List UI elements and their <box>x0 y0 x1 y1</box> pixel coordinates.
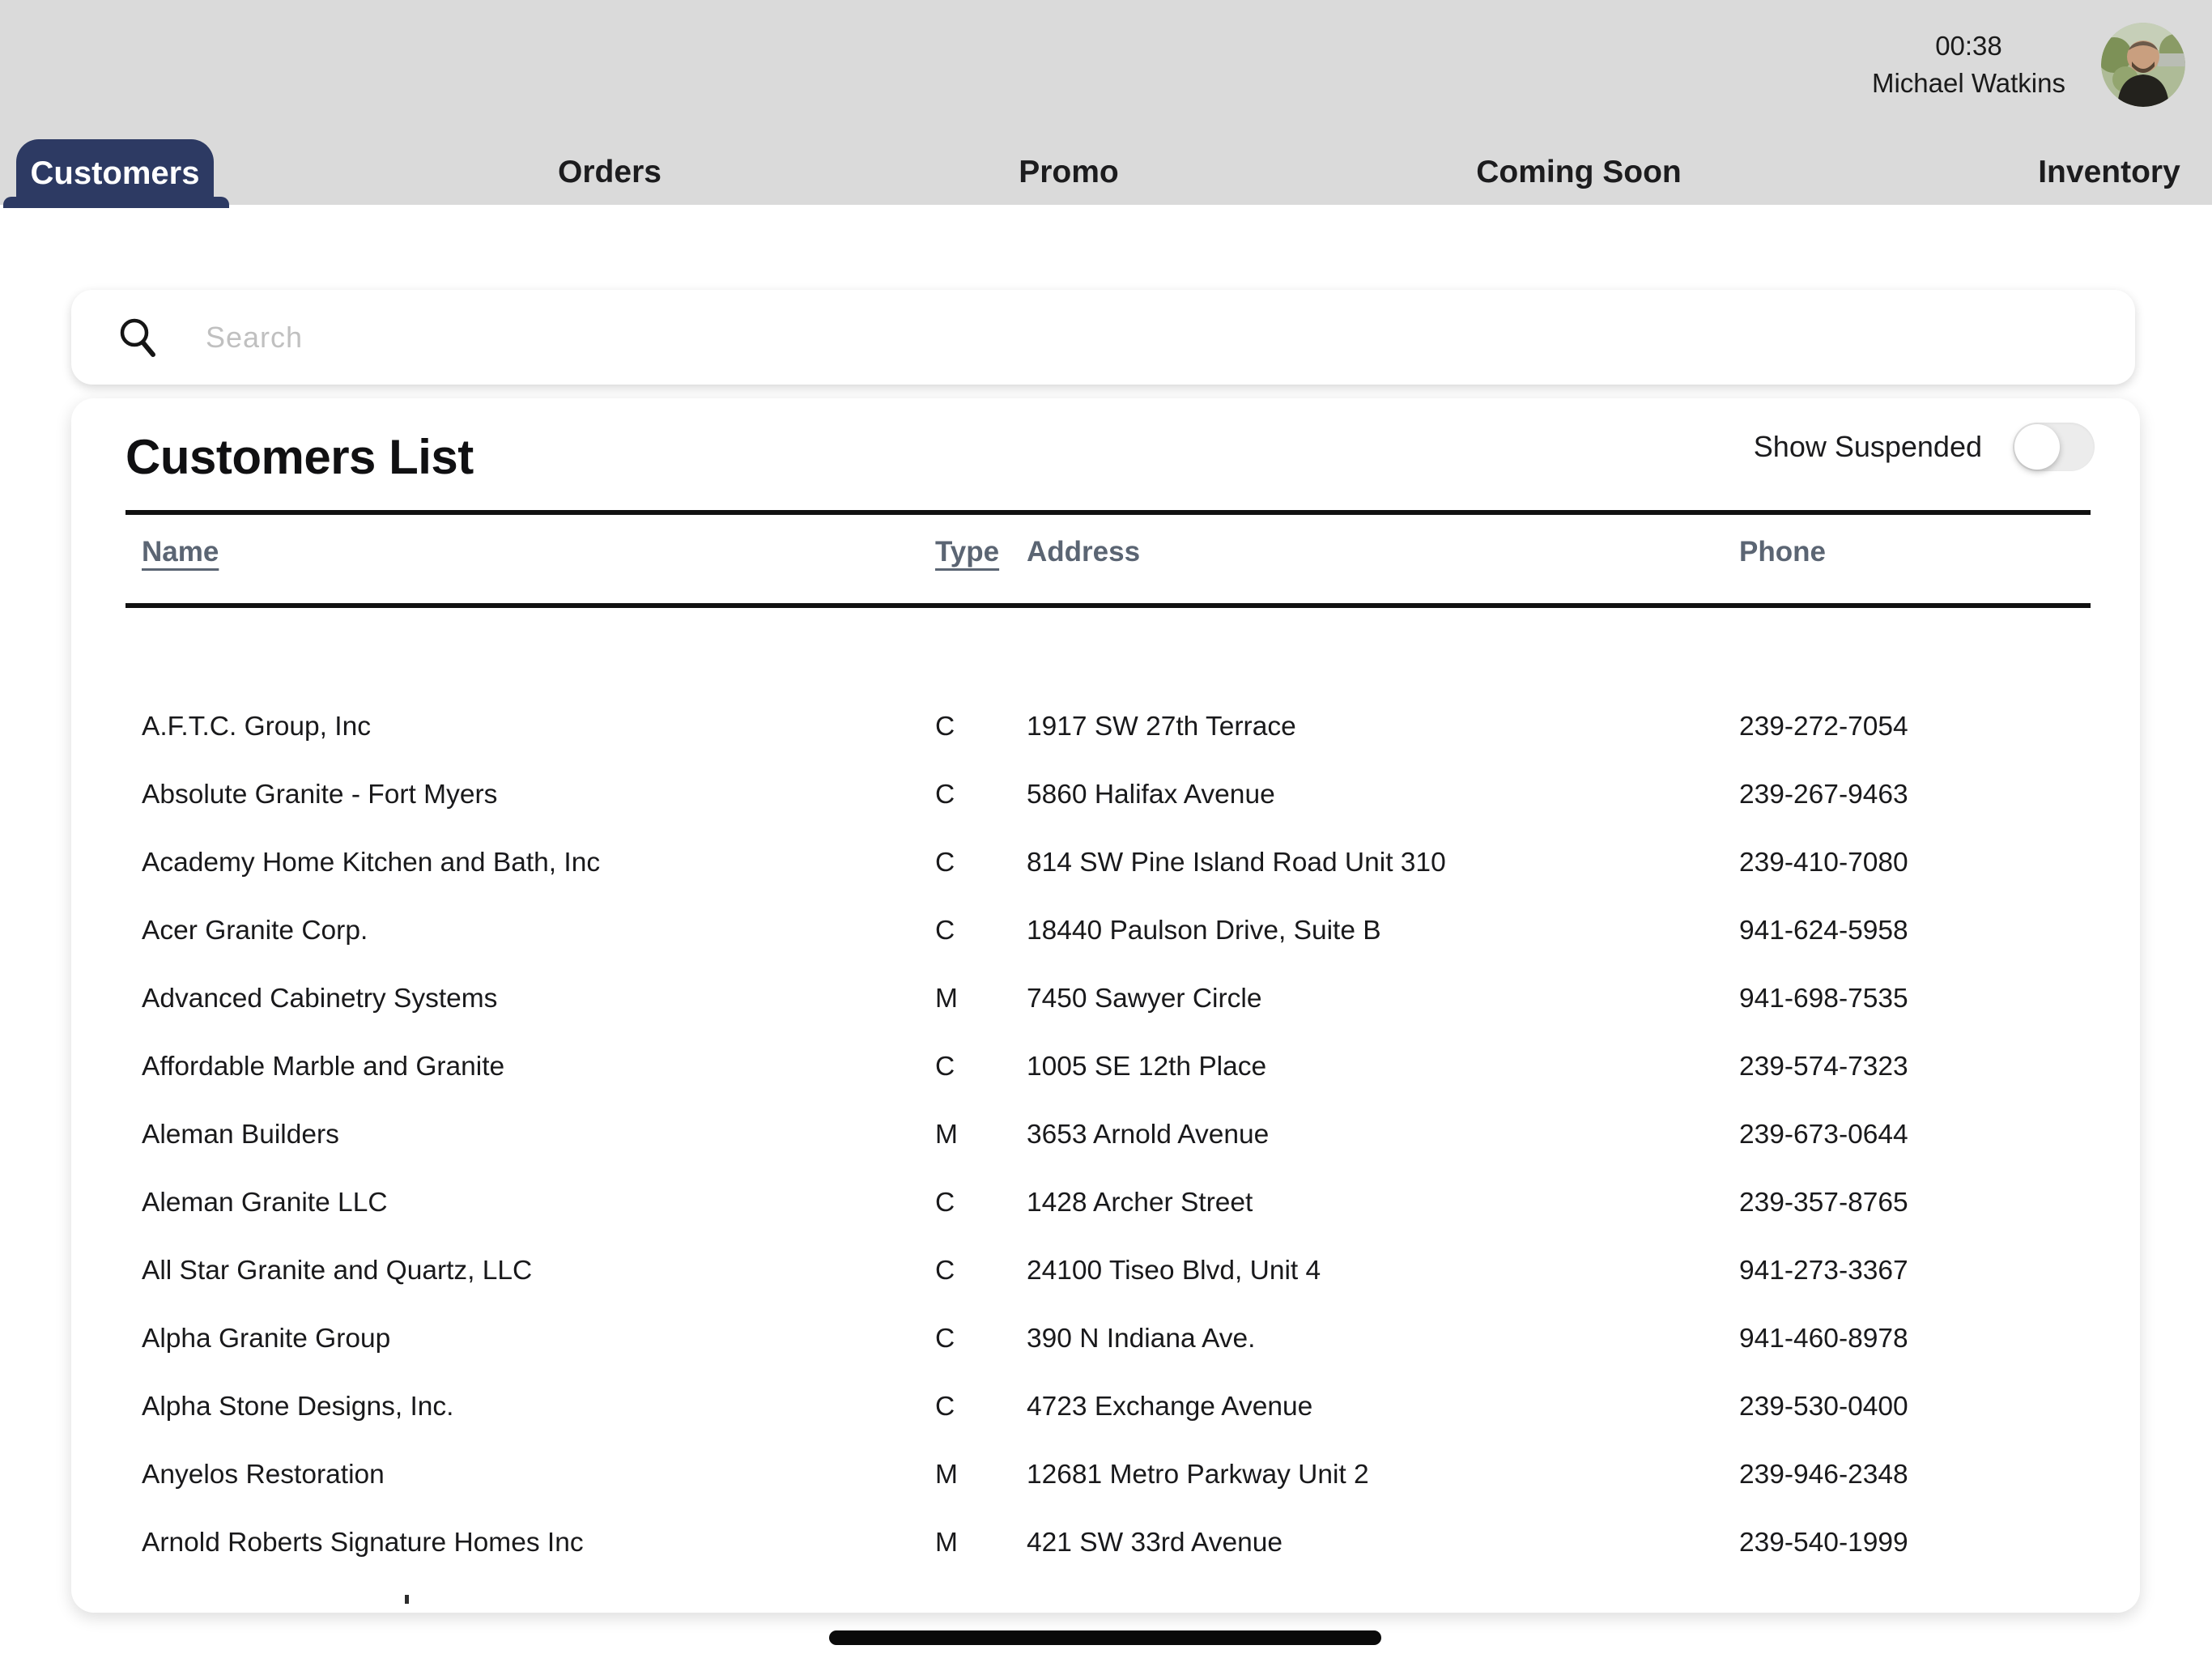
toggle-knob <box>2014 424 2060 470</box>
cell-address: 814 SW Pine Island Road Unit 310 <box>1027 848 1446 878</box>
cell-address: 1005 SE 12th Place <box>1027 1052 1267 1082</box>
avatar[interactable] <box>2101 23 2185 107</box>
cell-phone: 239-410-7080 <box>1739 848 1908 878</box>
cell-name: Academy Home Kitchen and Bath, Inc <box>142 848 601 878</box>
partial-row-clipped-text <box>405 1595 409 1604</box>
show-suspended-toggle[interactable] <box>2013 423 2095 471</box>
cell-address: 5860 Halifax Avenue <box>1027 780 1275 810</box>
cell-type: C <box>935 1256 955 1286</box>
cell-address: 7450 Sawyer Circle <box>1027 984 1262 1014</box>
search-bar <box>71 290 2135 385</box>
customers-card <box>71 398 2140 1613</box>
cell-name: Acer Granite Corp. <box>142 916 368 946</box>
cell-phone: 941-273-3367 <box>1739 1256 1908 1286</box>
cell-phone: 239-574-7323 <box>1739 1052 1908 1082</box>
table-row[interactable] <box>71 1033 2140 1101</box>
tab-customers[interactable] <box>16 139 214 208</box>
cell-type: M <box>935 984 958 1014</box>
user-block <box>1872 23 2185 107</box>
home-indicator[interactable] <box>829 1630 1381 1645</box>
header-top-divider <box>125 510 2091 515</box>
table-row[interactable] <box>71 761 2140 829</box>
cell-phone: 239-946-2348 <box>1739 1460 1908 1490</box>
table-row[interactable] <box>71 1101 2140 1169</box>
cell-address: 4723 Exchange Avenue <box>1027 1392 1313 1422</box>
search-icon <box>117 316 160 359</box>
table-row[interactable] <box>71 1441 2140 1509</box>
cell-type: M <box>935 1460 958 1490</box>
cell-name: Absolute Granite - Fort Myers <box>142 780 498 810</box>
header-bottom-divider <box>125 603 2091 608</box>
cell-type: C <box>935 1188 955 1218</box>
cell-phone: 941-460-8978 <box>1739 1324 1908 1354</box>
cell-type: C <box>935 1392 955 1422</box>
table-row[interactable] <box>71 1373 2140 1441</box>
cell-name: Anyelos Restoration <box>142 1460 385 1490</box>
cell-address: 3653 Arnold Avenue <box>1027 1120 1270 1150</box>
cell-type: C <box>935 1052 955 1082</box>
table-row[interactable] <box>71 693 2140 761</box>
cell-name: Affordable Marble and Granite <box>142 1052 505 1082</box>
cell-name: Alpha Granite Group <box>142 1324 391 1354</box>
page-title: Customers List <box>125 430 474 484</box>
user-name: Michael Watkins <box>1871 68 2065 98</box>
cell-address: 1428 Archer Street <box>1027 1188 1253 1218</box>
cell-phone: 239-272-7054 <box>1739 712 1908 742</box>
column-header-name[interactable]: Name <box>142 536 219 568</box>
cell-name: All Star Granite and Quartz, LLC <box>142 1256 533 1286</box>
cell-phone: 941-624-5958 <box>1739 916 1908 946</box>
cell-address: 1917 SW 27th Terrace <box>1027 712 1296 742</box>
search-input[interactable] <box>206 321 2090 355</box>
tab-customers-label: Customers <box>30 155 200 191</box>
tab-orders[interactable]: Orders <box>558 155 661 189</box>
cell-phone: 239-673-0644 <box>1739 1120 1908 1150</box>
tab-inventory[interactable]: Inventory <box>2038 155 2180 189</box>
table-row[interactable] <box>71 1169 2140 1237</box>
table-row[interactable] <box>71 829 2140 897</box>
cell-address: 390 N Indiana Ave. <box>1027 1324 1256 1354</box>
cell-type: M <box>935 1120 958 1150</box>
table-row[interactable] <box>71 1509 2140 1577</box>
table-row[interactable] <box>71 1305 2140 1373</box>
show-suspended-control <box>1754 423 2095 471</box>
cell-type: M <box>935 1528 958 1558</box>
table-row[interactable] <box>71 897 2140 965</box>
avatar-image <box>2101 23 2185 107</box>
cell-address: 24100 Tiseo Blvd, Unit 4 <box>1027 1256 1321 1286</box>
cell-name: Alpha Stone Designs, Inc. <box>142 1392 454 1422</box>
cell-address: 12681 Metro Parkway Unit 2 <box>1027 1460 1369 1490</box>
cell-name: Advanced Cabinetry Systems <box>142 984 498 1014</box>
tab-coming-soon[interactable]: Coming Soon <box>1476 155 1682 189</box>
cell-name: Aleman Builders <box>142 1120 339 1150</box>
cell-name: Aleman Granite LLC <box>142 1188 388 1218</box>
tab-promo[interactable]: Promo <box>1019 155 1119 189</box>
cell-type: C <box>935 1324 955 1354</box>
cell-type: C <box>935 848 955 878</box>
cell-address: 18440 Paulson Drive, Suite B <box>1027 916 1381 946</box>
cell-phone: 239-357-8765 <box>1739 1188 1908 1218</box>
cell-name: A.F.T.C. Group, Inc <box>142 712 371 742</box>
cell-address: 421 SW 33rd Avenue <box>1027 1528 1283 1558</box>
cell-phone: 239-530-0400 <box>1739 1392 1908 1422</box>
column-header-type[interactable]: Type <box>935 536 1000 568</box>
column-header-address: Address <box>1027 536 1141 568</box>
user-text <box>1872 31 2065 99</box>
top-bar <box>0 0 2212 205</box>
cell-type: C <box>935 712 955 742</box>
clock: 00:38 <box>1935 31 2002 61</box>
column-header-phone: Phone <box>1739 536 1826 568</box>
customers-table-body <box>71 693 2140 1577</box>
cell-phone: 239-540-1999 <box>1739 1528 1908 1558</box>
cell-name: Arnold Roberts Signature Homes Inc <box>142 1528 584 1558</box>
show-suspended-label: Show Suspended <box>1753 430 1982 463</box>
table-row[interactable] <box>71 965 2140 1033</box>
cell-phone: 941-698-7535 <box>1739 984 1908 1014</box>
cell-type: C <box>935 780 955 810</box>
table-row[interactable] <box>71 1237 2140 1305</box>
cell-phone: 239-267-9463 <box>1739 780 1908 810</box>
cell-type: C <box>935 916 955 946</box>
